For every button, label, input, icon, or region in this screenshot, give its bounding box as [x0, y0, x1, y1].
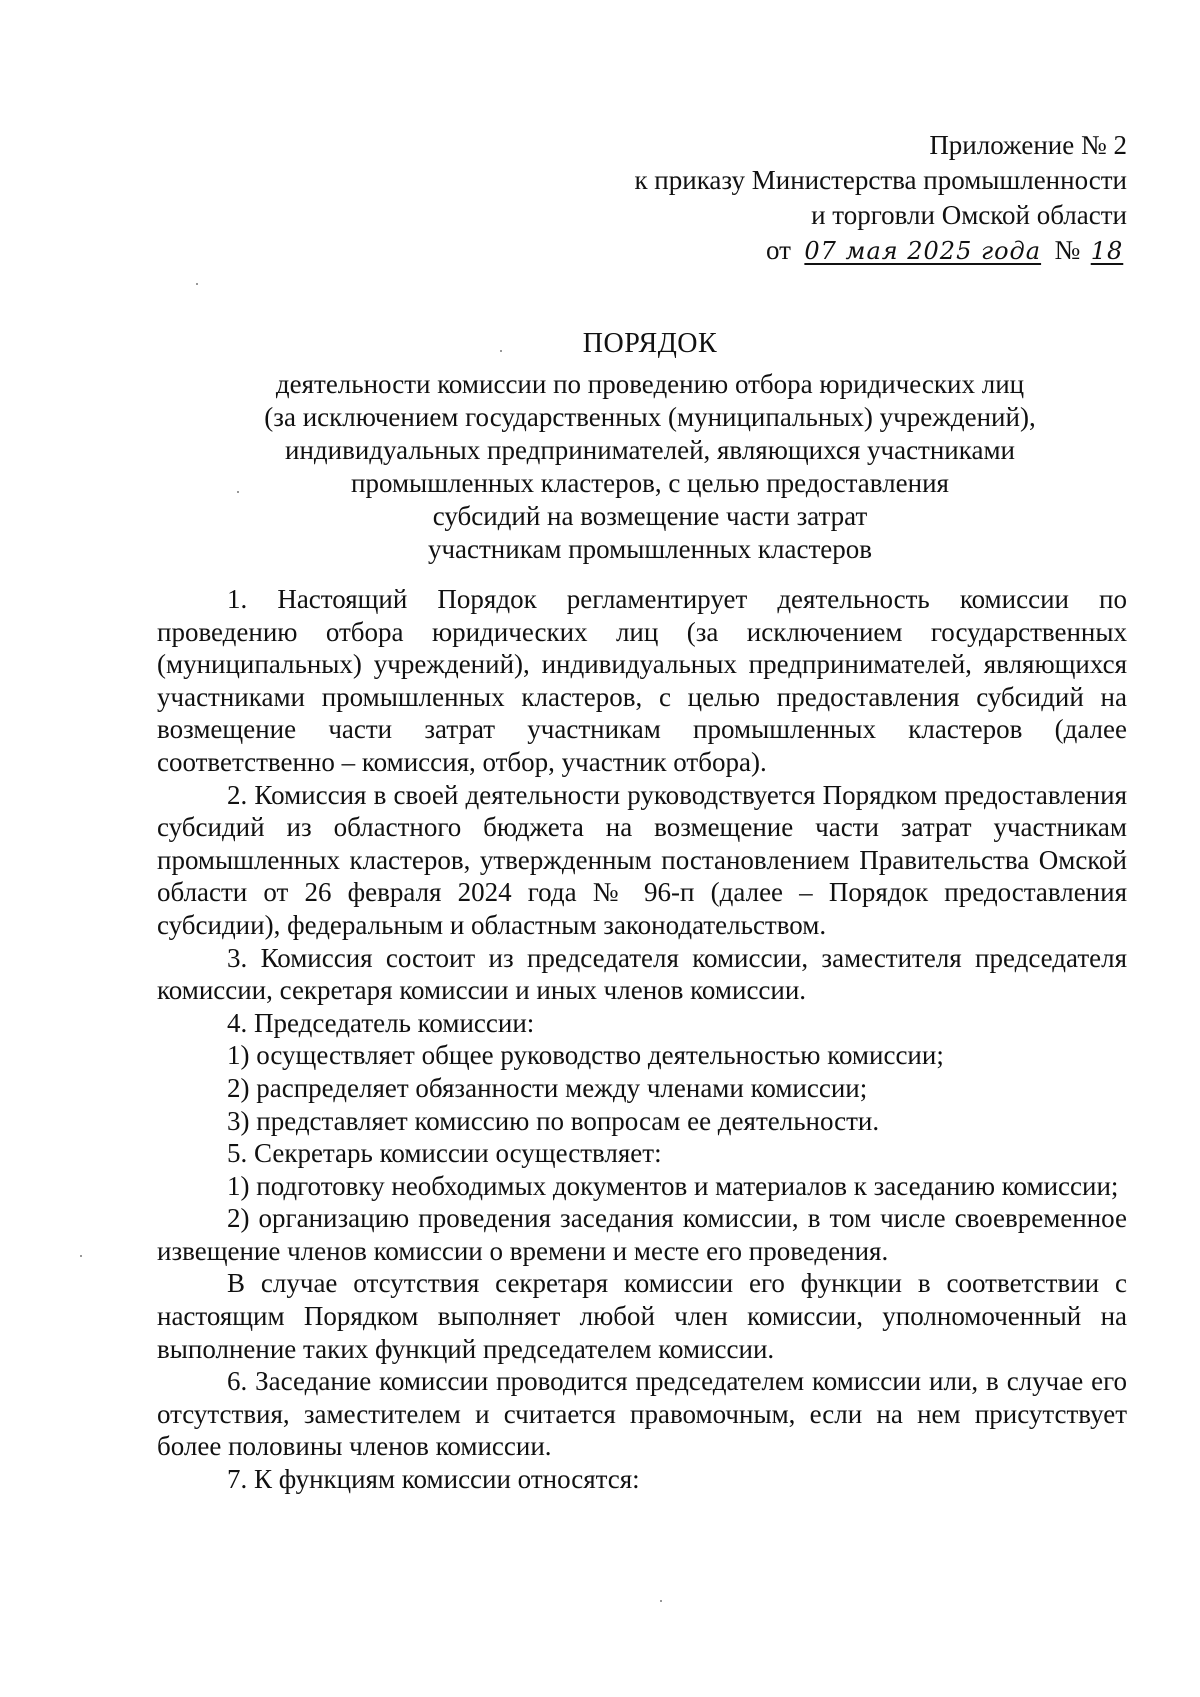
- document-title: ПОРЯДОК: [582, 328, 718, 359]
- appendix-line-1: Приложение № 2: [929, 130, 1127, 160]
- paragraph: 5. Секретарь комиссии осуществляет:: [227, 1138, 662, 1169]
- from-label: от: [766, 235, 791, 265]
- document-subtitle: [200, 368, 1100, 566]
- subtitle-line: (за исключением государственных (муниципальных) учреждений),: [264, 402, 1036, 432]
- paragraph: 7. К функциям комиссии относятся:: [227, 1464, 640, 1495]
- handwritten-date: 07 мая 2025 года: [804, 237, 1042, 265]
- paragraph: 3. Комиссия состоит из председателя комиссии, заместителя председателя комиссии, секретаря комиссии и иных членов комиссии.: [157, 942, 1127, 1006]
- appendix-date-line: [634, 233, 1127, 269]
- title-block: [200, 326, 1100, 566]
- paragraph: 3) представляет комиссию по вопросам ее деятельности.: [227, 1105, 880, 1136]
- paragraph: 2) распределяет обязанности между членами комиссии;: [227, 1072, 868, 1103]
- subtitle-line: деятельности комиссии по проведению отбора юридических лиц: [275, 369, 1025, 399]
- subtitle-line: участникам промышленных кластеров: [427, 534, 873, 564]
- handwritten-number: 18: [1090, 237, 1124, 265]
- subtitle-line: субсидий на возмещение части затрат: [432, 501, 868, 531]
- scan-speck: [196, 283, 198, 285]
- paragraph: 2. Комиссия в своей деятельности руководствуется Порядком предоставления субсидий из областного бюджета на возмещение части затрат участникам промышленных кластеров, утвержденным постановлением Правительства Омской области от 26 февраля 2024 года № 96-п (далее – Порядок предоставления субсидии), федеральным и областным законодательством.: [157, 779, 1127, 940]
- paragraph: 6. Заседание комиссии проводится председателем комиссии или, в случае его отсутствия, заместителем и считается правомочным, если на нем присутствует более половины членов комиссии.: [157, 1366, 1127, 1462]
- subtitle-line: индивидуальных предпринимателей, являющихся участниками: [285, 435, 1015, 465]
- scan-speck: [500, 350, 502, 352]
- document-body: [157, 583, 1127, 1496]
- paragraph: 1) подготовку необходимых документов и материалов к заседанию комиссии;: [227, 1170, 1119, 1201]
- appendix-line-3: и торговли Омской области: [811, 200, 1127, 230]
- number-label: №: [1054, 235, 1081, 265]
- subtitle-line: промышленных кластеров, с целью предоставления: [351, 468, 949, 498]
- paragraph: 4. Председатель комиссии:: [227, 1007, 535, 1038]
- appendix-header: [634, 128, 1127, 269]
- scan-speck: [80, 1255, 82, 1257]
- scan-speck: [237, 491, 239, 493]
- paragraph: 1) осуществляет общее руководство деятельностью комиссии;: [227, 1040, 944, 1071]
- paragraph: 1. Настоящий Порядок регламентирует деятельность комиссии по проведению отбора юридических лиц (за исключением государственных (муниципальных) учреждений), индивидуальных предпринимателей, являющихся участниками промышленных кластеров, с целью предоставления субсидий на возмещение части затрат участникам промышленных кластеров (далее соответственно – комиссия, отбор, участник отбора).: [157, 584, 1127, 777]
- paragraph: В случае отсутствия секретаря комиссии его функции в соответствии с настоящим Порядком выполняет любой член комиссии, уполномоченный на выполнение таких функций председателем комиссии.: [157, 1268, 1127, 1364]
- paragraph: 2) организацию проведения заседания комиссии, в том числе своевременное извещение членов комиссии о времени и месте его проведения.: [157, 1203, 1127, 1266]
- scan-speck: [660, 1600, 662, 1602]
- appendix-line-2: к приказу Министерства промышленности: [634, 165, 1127, 195]
